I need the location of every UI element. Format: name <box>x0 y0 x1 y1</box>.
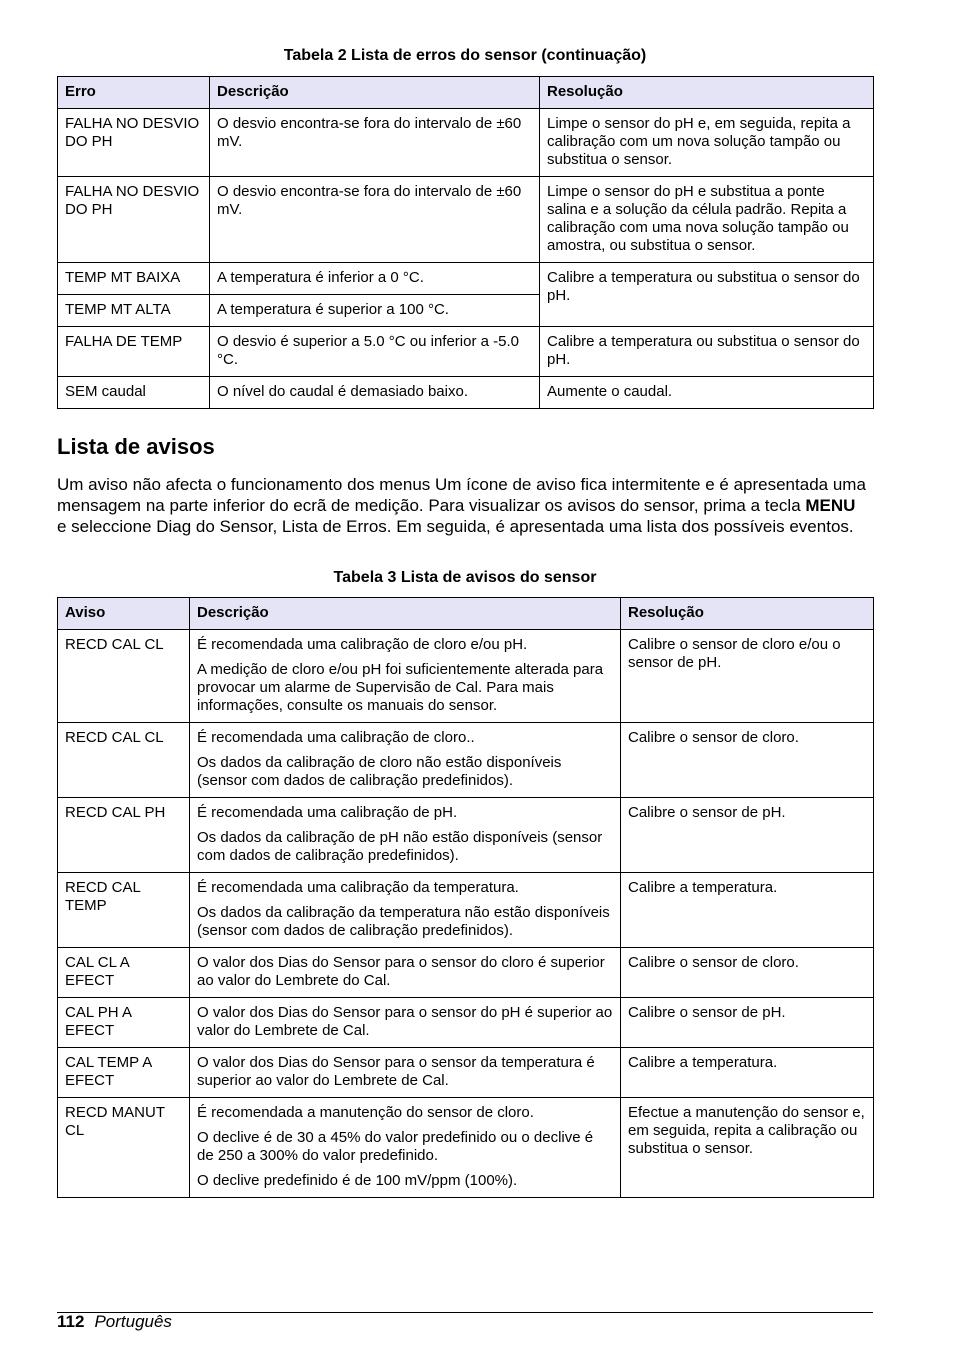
resolution-cell: Calibre a temperatura ou substitua o sensor do pH. <box>540 327 874 377</box>
description-paragraph: Os dados da calibração da temperatura não estão disponíveis (sensor com dados de calibração predefinidos). <box>197 904 610 939</box>
table2-caption: Tabela 2 Lista de erros do sensor (continuação) <box>283 47 647 64</box>
warning-cell: RECD CAL PH <box>58 798 190 873</box>
resolution-cell: Calibre o sensor de cloro. <box>621 948 874 998</box>
footer-language: Português <box>94 1312 172 1331</box>
resolution-cell: Limpe o sensor do pH e substitua a ponte salina e a solução da célula padrão. Repita a calibração com uma nova solução tampão ou amostra, ou substitua o sensor. <box>540 177 874 263</box>
intro-text-2: e seleccione Diag do Sensor, Lista de Erros. Em seguida, é apresentada uma lista dos possíveis eventos. <box>57 517 854 536</box>
resolution-cell: Calibre a temperatura ou substitua o sensor do pH. <box>540 263 874 327</box>
table-row <box>58 1098 874 1198</box>
description-cell <box>190 630 621 723</box>
error-cell: TEMP MT ALTA <box>58 295 210 327</box>
description-cell <box>190 798 621 873</box>
table-row <box>58 263 874 295</box>
resolution-cell: Calibre a temperatura. <box>621 873 874 948</box>
error-cell: SEM caudal <box>58 377 210 409</box>
table-header-row <box>58 598 874 630</box>
table-row <box>58 798 874 873</box>
description-paragraph: Os dados da calibração de pH não estão disponíveis (sensor com dados de calibração predefinidos). <box>197 829 603 864</box>
description-paragraph: O declive é de 30 a 45% do valor predefinido ou o declive é de 250 a 300% do valor predefinido. <box>197 1129 594 1164</box>
error-cell: TEMP MT BAIXA <box>58 263 210 295</box>
resolution-cell: Efectue a manutenção do sensor e, em seguida, repita a calibração ou substitua o sensor. <box>621 1098 874 1198</box>
description-cell <box>190 998 621 1048</box>
warning-cell: RECD CAL TEMP <box>58 873 190 948</box>
warning-cell: RECD MANUT CL <box>58 1098 190 1198</box>
table-row <box>58 948 874 998</box>
column-header-description: Descrição <box>190 598 621 630</box>
sensor-warnings-table <box>57 597 874 1198</box>
table-row <box>58 177 874 263</box>
description-paragraph: O valor dos Dias do Sensor para o sensor do cloro é superior ao valor do Lembrete do Cal. <box>197 954 605 989</box>
description-paragraph: É recomendada uma calibração da temperatura. <box>197 879 519 896</box>
description-cell <box>190 873 621 948</box>
column-header-error: Erro <box>58 77 210 109</box>
sensor-errors-table <box>57 76 874 409</box>
page-footer <box>57 1312 172 1332</box>
warning-cell: CAL PH A EFECT <box>58 998 190 1048</box>
table-row <box>58 1048 874 1098</box>
description-paragraph: A medição de cloro e/ou pH foi suficientemente alterada para provocar um alarme de Supervisão de Cal. Para mais informações, consulte os manuais do sensor. <box>197 661 604 714</box>
table-row <box>58 723 874 798</box>
resolution-cell: Calibre o sensor de pH. <box>621 998 874 1048</box>
warning-cell: RECD CAL CL <box>58 630 190 723</box>
intro-text-1: Um aviso não afecta o funcionamento dos menus Um ícone de aviso fica intermitente e é apresentada uma mensagem na parte inferior do ecrã de medição. Para visualizar os avisos do sensor, prima a tecla <box>57 475 866 515</box>
description-paragraph: É recomendada uma calibração de pH. <box>197 804 458 821</box>
table-row <box>58 327 874 377</box>
description-paragraph: O valor dos Dias do Sensor para o sensor da temperatura é superior ao valor do Lembrete de Cal. <box>197 1054 595 1089</box>
description-cell: O desvio é superior a 5.0 °C ou inferior a -5.0 °C. <box>210 327 540 377</box>
table-row <box>58 377 874 409</box>
description-cell <box>190 1098 621 1198</box>
table-row <box>58 109 874 177</box>
description-cell: A temperatura é superior a 100 °C. <box>210 295 540 327</box>
resolution-cell: Calibre o sensor de cloro. <box>621 723 874 798</box>
warning-cell: CAL TEMP A EFECT <box>58 1048 190 1098</box>
table3-caption: Tabela 3 Lista de avisos do sensor <box>333 569 597 586</box>
column-header-warning: Aviso <box>58 598 190 630</box>
warning-cell: CAL CL A EFECT <box>58 948 190 998</box>
description-cell: O nível do caudal é demasiado baixo. <box>210 377 540 409</box>
resolution-cell: Calibre a temperatura. <box>621 1048 874 1098</box>
description-paragraph: O declive predefinido é de 100 mV/ppm (100%). <box>197 1172 518 1189</box>
column-header-description: Descrição <box>210 77 540 109</box>
table-header-row <box>58 77 874 109</box>
column-header-resolution: Resolução <box>621 598 874 630</box>
description-cell: A temperatura é inferior a 0 °C. <box>210 263 540 295</box>
section-title: Lista de avisos <box>57 434 215 459</box>
description-cell <box>190 948 621 998</box>
description-paragraph: Os dados da calibração de cloro não estão disponíveis (sensor com dados de calibração predefinidos). <box>197 754 562 789</box>
description-paragraph: É recomendada uma calibração de cloro e/ou pH. <box>197 636 528 653</box>
page-number: 112 <box>57 1312 85 1331</box>
error-cell: FALHA NO DESVIO DO PH <box>58 177 210 263</box>
description-paragraph: É recomendada uma calibração de cloro.. <box>197 729 475 746</box>
error-cell: FALHA DE TEMP <box>58 327 210 377</box>
table-row <box>58 630 874 723</box>
table-row <box>58 873 874 948</box>
description-paragraph: É recomendada a manutenção do sensor de cloro. <box>197 1104 534 1121</box>
resolution-cell: Calibre o sensor de pH. <box>621 798 874 873</box>
description-paragraph: O valor dos Dias do Sensor para o sensor do pH é superior ao valor do Lembrete de Cal. <box>197 1004 613 1039</box>
resolution-cell: Calibre o sensor de cloro e/ou o sensor de pH. <box>621 630 874 723</box>
footer-divider <box>57 1312 873 1313</box>
column-header-resolution: Resolução <box>540 77 874 109</box>
section-intro <box>57 474 867 537</box>
warning-cell: RECD CAL CL <box>58 723 190 798</box>
description-cell: O desvio encontra-se fora do intervalo de ±60 mV. <box>210 177 540 263</box>
resolution-cell: Limpe o sensor do pH e, em seguida, repita a calibração com um nova solução tampão ou substitua o sensor. <box>540 109 874 177</box>
error-cell: FALHA NO DESVIO DO PH <box>58 109 210 177</box>
description-cell <box>190 1048 621 1098</box>
resolution-cell: Aumente o caudal. <box>540 377 874 409</box>
description-cell <box>190 723 621 798</box>
intro-menu-key: MENU <box>805 496 856 515</box>
description-cell: O desvio encontra-se fora do intervalo de ±60 mV. <box>210 109 540 177</box>
table-row <box>58 998 874 1048</box>
